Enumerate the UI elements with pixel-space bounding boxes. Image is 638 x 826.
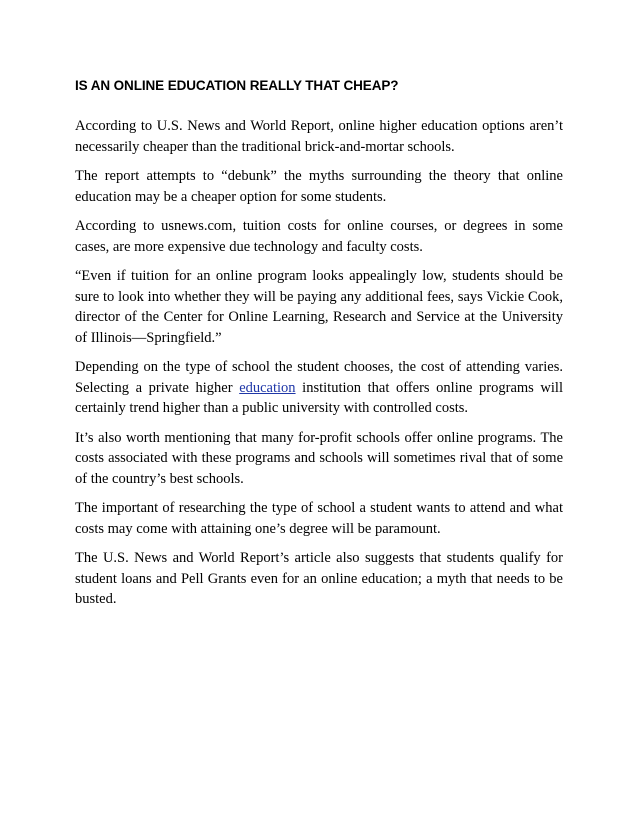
paragraph-2: The report attempts to “debunk” the myths surrounding the theory that online education may be a cheaper option for some students. (75, 168, 563, 205)
paragraph-5-text-before: Depending on the type of school the student chooses, the cost of attending varies. Selecting a private higher (75, 359, 563, 396)
paragraph-5-text-after: institution that offers online programs will certainly trend higher than a public university with controlled costs. (75, 379, 563, 416)
paragraph-1: According to U.S. News and World Report, online higher education options aren’t necessarily cheaper than the traditional brick-and-mortar schools. (75, 118, 563, 155)
paragraph-5 (75, 357, 563, 419)
education-link[interactable]: education (239, 379, 296, 396)
paragraph-7: The important of researching the type of school a student wants to attend and what costs may come with attaining one’s degree will be paramount. (75, 500, 563, 537)
document-page (75, 76, 563, 619)
paragraph-6: It’s also worth mentioning that many for-profit schools offer online programs. The costs associated with these programs and schools will sometimes rival that of some of the country’s best schools. (75, 429, 563, 487)
paragraph-8: The U.S. News and World Report’s article also suggests that students qualify for student loans and Pell Grants even for an online education; a myth that needs to be busted. (75, 550, 563, 607)
paragraph-3: According to usnews.com, tuition costs for online courses, or degrees in some cases, are more expensive due technology and faculty costs. (75, 218, 563, 255)
paragraph-4: “Even if tuition for an online program looks appealingly low, students should be sure to look into whether they will be paying any additional fees, says Vickie Cook, director of the Center for Online Learning, Research and Service at the University of Illinois—Springfield.” (75, 268, 563, 346)
page-title: IS AN ONLINE EDUCATION REALLY THAT CHEAP? (75, 78, 399, 93)
